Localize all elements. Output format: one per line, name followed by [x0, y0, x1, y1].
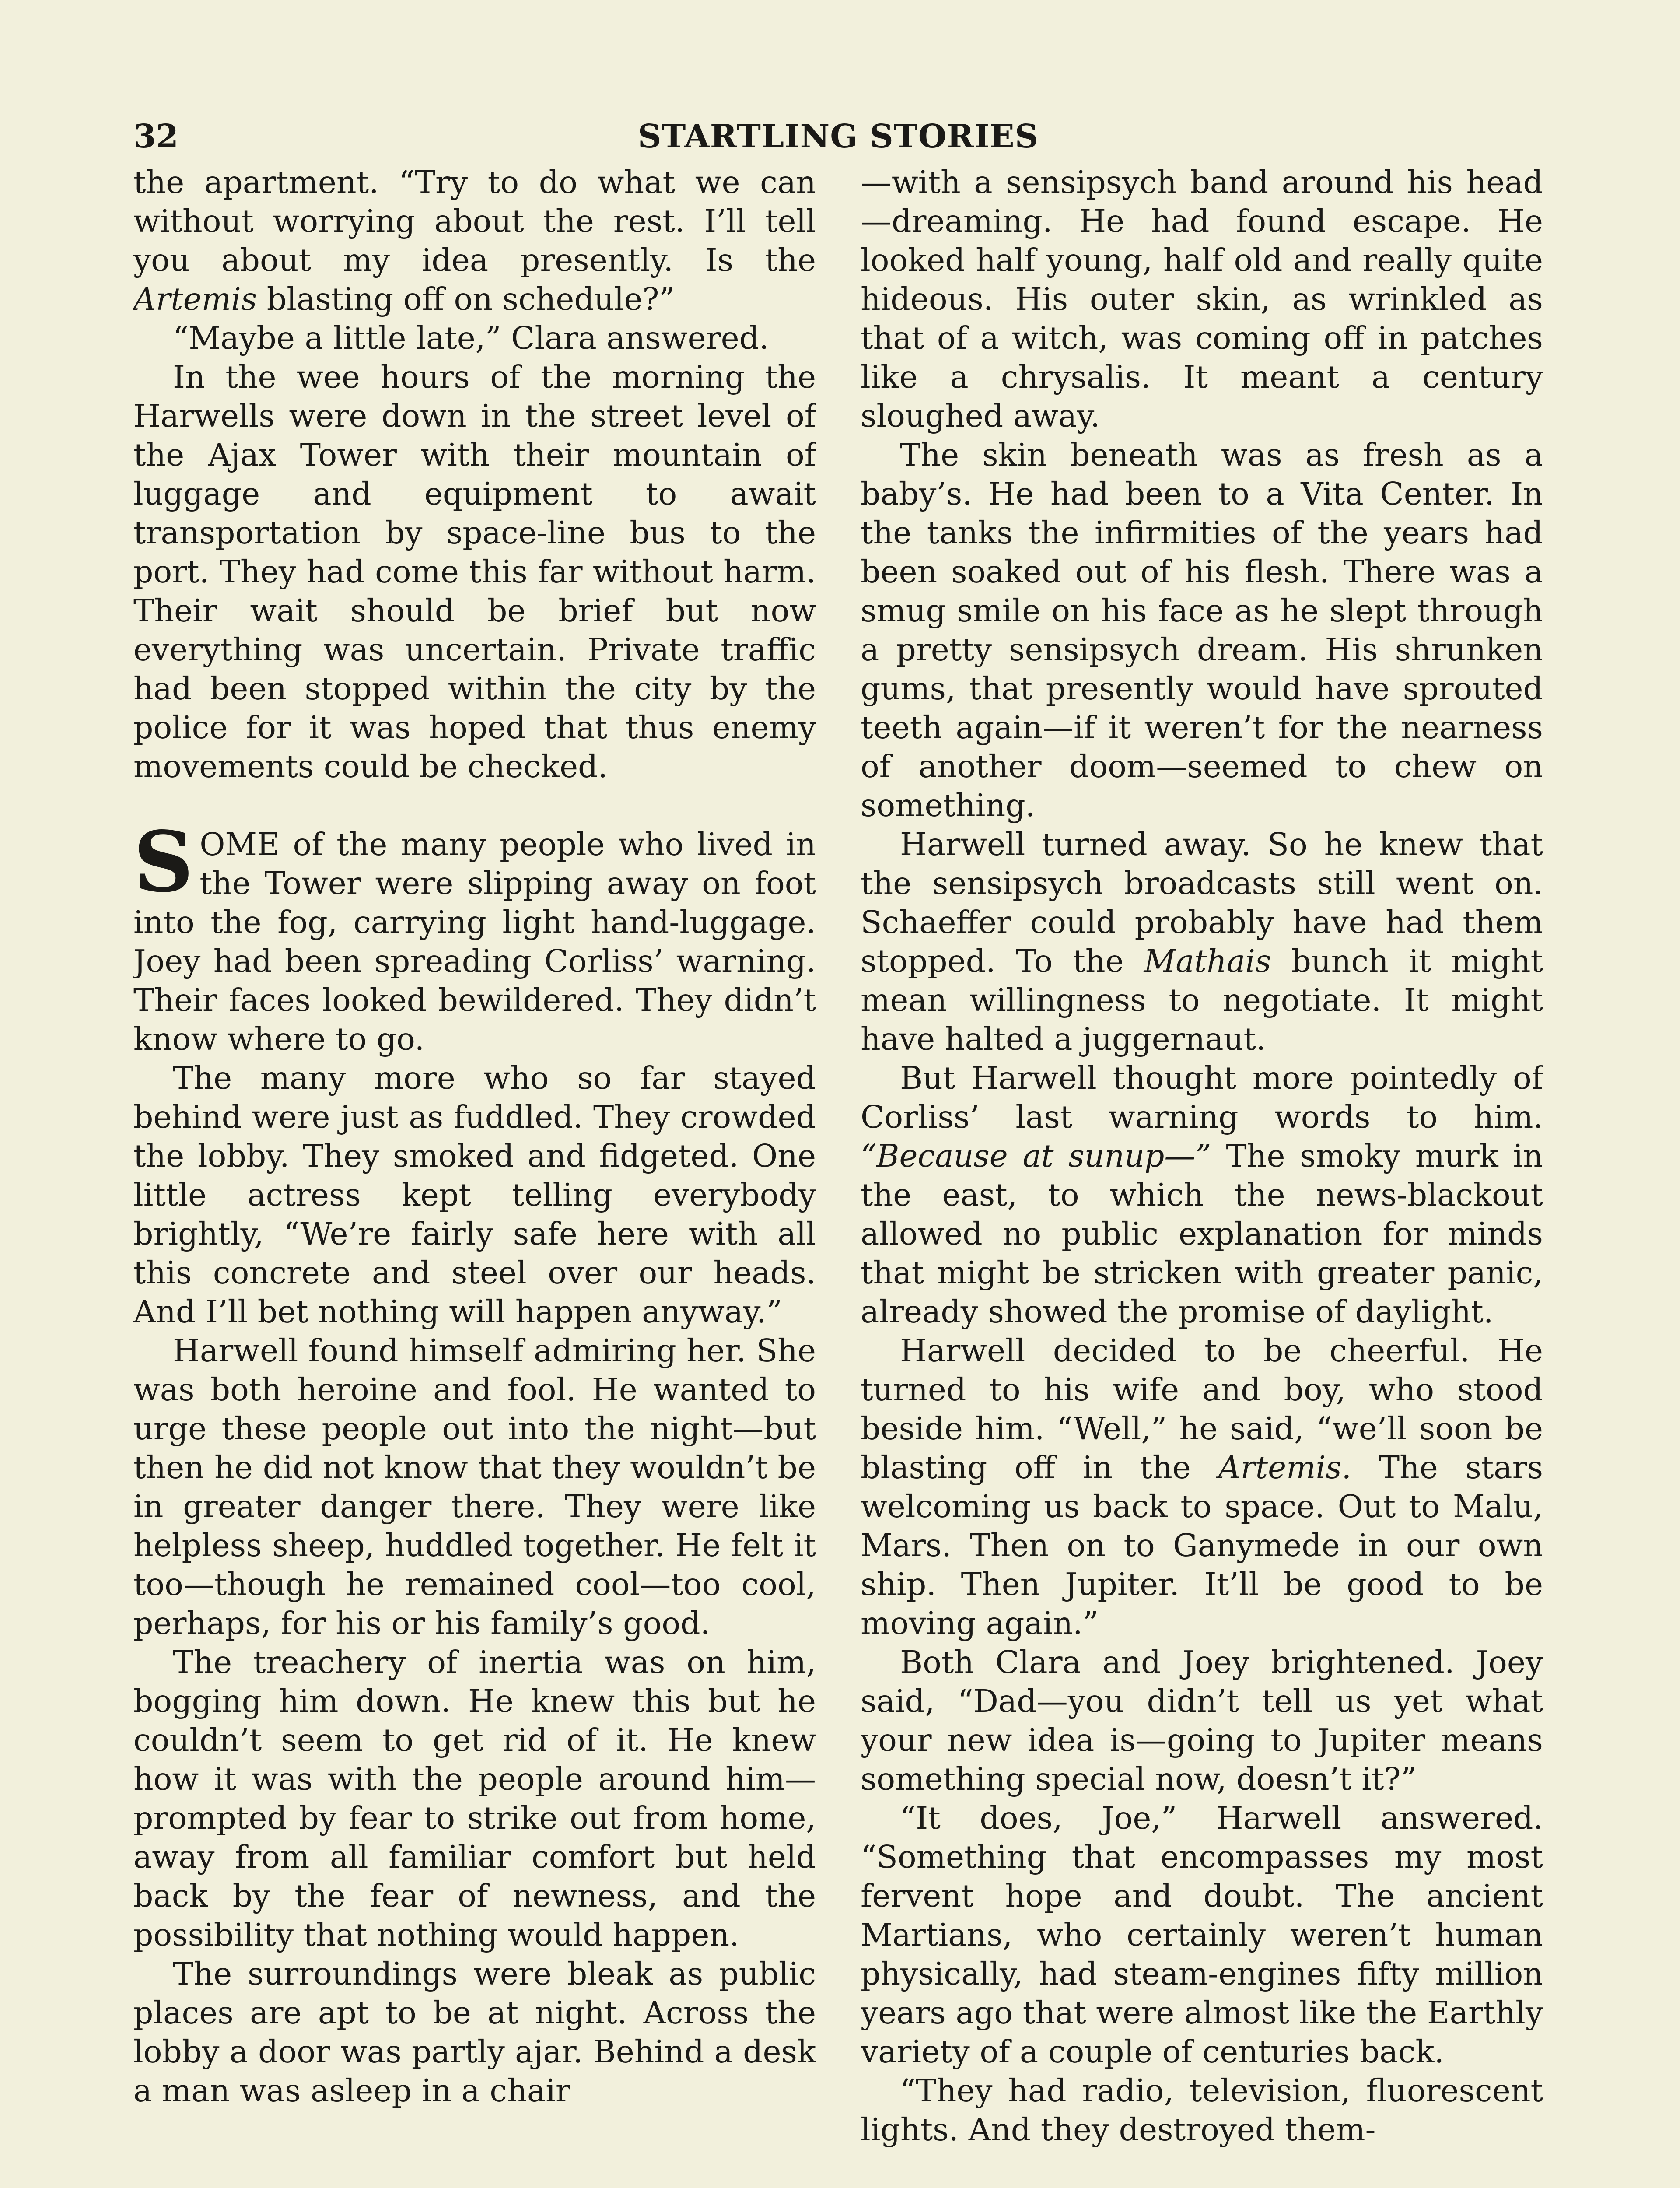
quoted-warning: “Because at sunup—” — [861, 1138, 1211, 1174]
ship-name: Mathais — [1144, 943, 1271, 979]
right-column — [861, 163, 1543, 2188]
paragraph: “They had radio, television, fluorescent lights. And they destroyed them- — [861, 2072, 1543, 2148]
paragraph: But Harwell thought more pointedly of Corliss’ last warning words to him. “Because at sunup—” The smoky murk in the east, to which the news-blackout allowed no public explanation for minds that might be stricken with greater panic, already showed the promise of daylight. — [861, 1060, 1543, 1330]
ship-name: Artemis — [133, 281, 257, 317]
magazine-title: STARTLING STORIES — [637, 118, 1039, 155]
paragraph: In the wee hours of the morning the Harwells were down in the street level of the Ajax Tower with their mountain of luggage and equipment to await transportation by space-line bus to the port. They had come this far without harm. Their wait should be brief but now everything was uncertain. Private traffic had been stopped within the city by the police for it was hoped that thus enemy movements could be checked. — [133, 359, 816, 785]
paragraph: “Maybe a little late,” Clara answered. — [173, 320, 769, 356]
section-opening-paragraph: SOME of the many people who lived in the Tower were slipping away on foot into the fog, carrying light hand-luggage. Joey had been spreading Corliss’ warning. Their faces looked bewildered. They didn’t know where to go. — [133, 813, 816, 1057]
paragraph: Harwell turned away. So he knew that the sensipsych broadcasts still went on. Schaeffer could probably have had them stopped. To the Mathais bunch it might mean willingness to negotiate. It might have halted a juggernaut. — [861, 826, 1543, 1057]
paragraph: The many more who so far stayed behind were just as fuddled. They crowded the lobby. They smoked and fidgeted. One little actress kept telling everybody brightly, “We’re fairly safe here with all this concrete and steel over our heads. And I’ll bet nothing will happen anyway.” — [133, 1060, 816, 1330]
paragraph: “It does, Joe,” Harwell answered. “Something that encompasses my most fervent hope and doubt. The ancient Martians, who certainly weren’t human physically, had steam-engines fifty million years ago that were almost like the Earthly variety of a couple of centuries back. — [861, 1800, 1543, 2070]
paragraph: The skin beneath was as fresh as a baby’s. He had been to a Vita Center. In the tanks the infirmities of the years had been soaked out of his flesh. There was a smug smile on his face as he slept through a pretty sensipsych dream. His shrunken gums, that presently would have sprouted teeth again—if it weren’t for the nearness of another doom—seemed to chew on something. — [861, 437, 1543, 824]
drop-cap: S — [133, 813, 194, 911]
page-number: 32 — [133, 118, 178, 155]
paragraph: The treachery of inertia was on him, bogging him down. He knew this but he couldn’t seem to get rid of it. He knew how it was with the people around him—prompted by fear to strike out from home, away from all familiar comfort but held back by the fear of newness, and the possibility that nothing would happen. — [133, 1644, 816, 1953]
page-header — [133, 115, 1543, 158]
paragraph: Both Clara and Joey brightened. Joey said, “Dad—you didn’t tell us yet what your new idea is—going to Jupiter means something special now, doesn’t it?” — [861, 1644, 1543, 1797]
left-column — [133, 163, 816, 2188]
paragraph: Harwell decided to be cheerful. He turned to his wife and boy, who stood beside him. “Well,” he said, “we’ll soon be blasting off in the Artemis. The stars welcoming us back to space. Out to Malu, Mars. Then on to Ganymede in our own ship. Then Jupiter. It’ll be good to be moving again.” — [861, 1332, 1543, 1641]
paragraph: the apartment. “Try to do what we can without worrying about the rest. I’ll tell you about my idea presently. Is the Artemis blasting off on schedule?” — [133, 164, 816, 317]
paragraph: Harwell found himself admiring her. She was both heroine and fool. He wanted to urge these people out into the night—but then he did not know that they wouldn’t be in greater danger there. They were like helpless sheep, huddled together. He felt it too—though he remained cool—too cool, perhaps, for his or his family’s good. — [133, 1332, 816, 1641]
paragraph: —with a sensipsych band around his head—dreaming. He had found escape. He looked half young, half old and really quite hideous. His outer skin, as wrinkled as that of a witch, was coming off in patches like a chrysalis. It meant a century sloughed away. — [861, 164, 1543, 434]
ship-name: Artemis. — [1218, 1449, 1352, 1486]
paragraph: The surroundings were bleak as public places are apt to be at night. Across the lobby a door was partly ajar. Behind a desk a man was asleep in a chair — [133, 1956, 816, 2109]
